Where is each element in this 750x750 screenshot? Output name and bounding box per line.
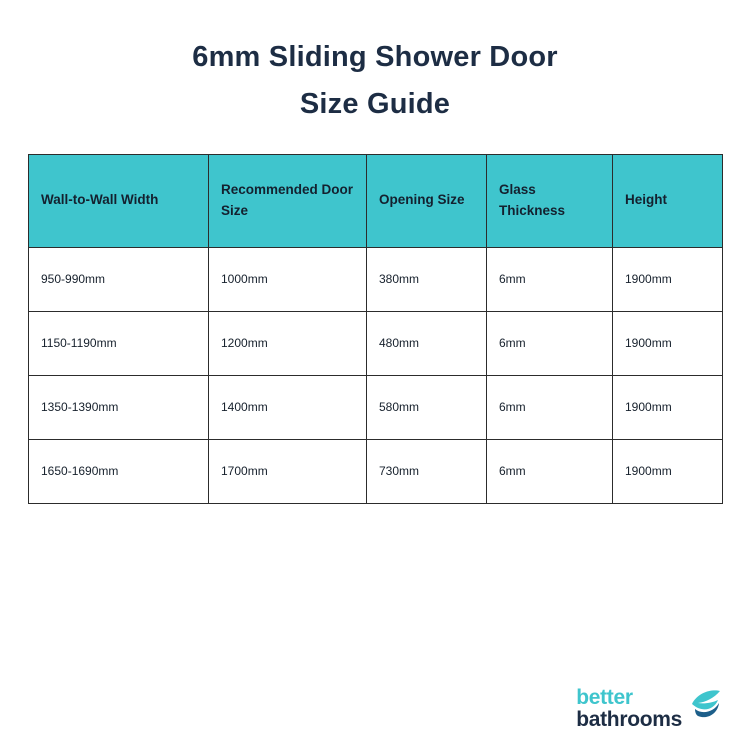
page-title-line-1: 6mm Sliding Shower Door <box>192 41 558 73</box>
table-row <box>29 247 723 311</box>
cell-height: 1900mm <box>613 375 723 439</box>
page-title-line-2: Size Guide <box>299 87 451 120</box>
cell-recommended-door-size: 1400mm <box>209 375 367 439</box>
column-header-height: Height <box>613 154 723 247</box>
column-header-opening-size: Opening Size <box>367 154 487 247</box>
cell-opening-size: 580mm <box>367 375 487 439</box>
cell-opening-size: 480mm <box>367 311 487 375</box>
cell-wall-to-wall-width: 1650-1690mm <box>29 439 209 503</box>
table-row <box>29 311 723 375</box>
brand-logo <box>576 687 722 730</box>
cell-recommended-door-size: 1700mm <box>209 439 367 503</box>
cell-recommended-door-size: 1000mm <box>209 247 367 311</box>
cell-opening-size: 380mm <box>367 247 487 311</box>
water-drop-icon <box>688 689 722 724</box>
cell-glass-thickness: 6mm <box>487 375 613 439</box>
cell-recommended-door-size: 1200mm <box>209 311 367 375</box>
page-title <box>0 0 750 128</box>
table-header <box>29 154 723 247</box>
cell-height: 1900mm <box>613 247 723 311</box>
cell-height: 1900mm <box>613 311 723 375</box>
brand-name-line-1: better <box>576 686 633 710</box>
size-table <box>28 154 723 504</box>
table-header-row <box>29 154 723 247</box>
cell-opening-size: 730mm <box>367 439 487 503</box>
cell-glass-thickness: 6mm <box>487 439 613 503</box>
cell-height: 1900mm <box>613 439 723 503</box>
cell-wall-to-wall-width: 1350-1390mm <box>29 375 209 439</box>
brand-name-line-2: bathrooms <box>576 707 682 731</box>
cell-glass-thickness: 6mm <box>487 247 613 311</box>
size-table-container <box>28 154 722 504</box>
brand-logo-text <box>576 687 682 730</box>
cell-glass-thickness: 6mm <box>487 311 613 375</box>
cell-wall-to-wall-width: 1150-1190mm <box>29 311 209 375</box>
cell-wall-to-wall-width: 950-990mm <box>29 247 209 311</box>
table-row <box>29 375 723 439</box>
column-header-wall-to-wall-width: Wall-to-Wall Width <box>29 154 209 247</box>
table-row <box>29 439 723 503</box>
column-header-glass-thickness: Glass Thickness <box>487 154 613 247</box>
table-body <box>29 247 723 503</box>
column-header-recommended-door-size: Recommended Door Size <box>209 154 367 247</box>
